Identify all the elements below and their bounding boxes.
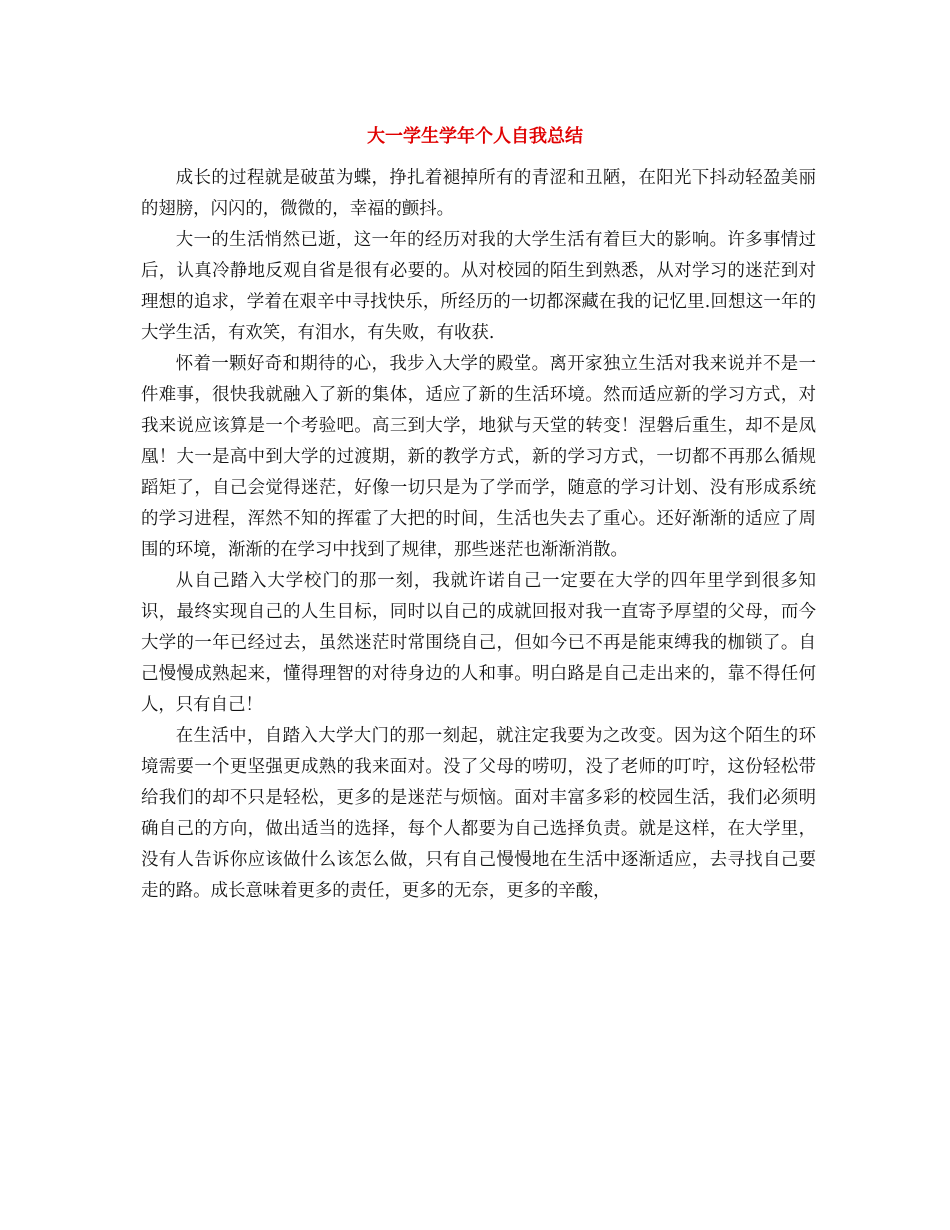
paragraph-5: 在生活中，自踏入大学大门的那一刻起，就注定我要为之改变。因为这个陌生的环境需要一个更坚强更成熟的我来面对。没了父母的唠叨，没了老师的叮咛，这份轻松带给我们的却不只是轻松，更多的是迷茫与烦恼。面对丰富多彩的校园生活，我们必须明确自己的方向，做出适当的选择，每个人都要为自己选择负责。就是这样，在大学里，没有人告诉你应该做什么该怎么做，只有自己慢慢地在生活中逐渐适应，去寻找自己要走的路。成长意味着更多的责任，更多的无奈，更多的辛酸， xyxy=(141,726,816,901)
document-title: 大一学生学年个人自我总结 xyxy=(367,126,583,147)
document-body xyxy=(141,163,816,907)
paragraph-2: 大一的生活悄然已逝，这一年的经历对我的大学生活有着巨大的影响。许多事情过后，认真冷静地反观自省是很有必要的。从对校园的陌生到熟悉，从对学习的迷茫到对理想的追求，学着在艰辛中寻找快乐，所经历的一切都深藏在我的记忆里.回想这一年的大学生活，有欢笑，有泪水，有失败，有收获. xyxy=(141,230,816,343)
paragraph-3: 怀着一颗好奇和期待的心，我步入大学的殿堂。离开家独立生活对我来说并不是一件难事，很快我就融入了新的集体，适应了新的生活环境。然而适应新的学习方式，对我来说应该算是一个考验吧。高三到大学，地狱与天堂的转变！涅磐后重生，却不是凤凰！大一是高中到大学的过渡期，新的教学方式，新的学习方式，一切都不再那么循规蹈矩了，自己会觉得迷茫，好像一切只是为了学而学，随意的学习计划、没有形成系统的学习进程，浑然不知的挥霍了大把的时间，生活也失去了重心。还好渐渐的适应了周围的环境，渐渐的在学习中找到了规律，那些迷茫也渐渐消散。 xyxy=(141,354,816,560)
paragraph-1: 成长的过程就是破茧为蝶，挣扎着褪掉所有的青涩和丑陋，在阳光下抖动轻盈美丽的翅膀，闪闪的，微微的，幸福的颤抖。 xyxy=(141,168,816,219)
paragraph-4: 从自己踏入大学校门的那一刻，我就许诺自己一定要在大学的四年里学到很多知识，最终实现自己的人生目标，同时以自己的成就回报对我一直寄予厚望的父母，而今大学的一年已经过去，虽然迷茫时常围绕自己，但如今已不再是能束缚我的枷锁了。自己慢慢成熟起来，懂得理智的对待身边的人和事。明白路是自己走出来的，靠不得任何人，只有自己！ xyxy=(141,571,816,715)
